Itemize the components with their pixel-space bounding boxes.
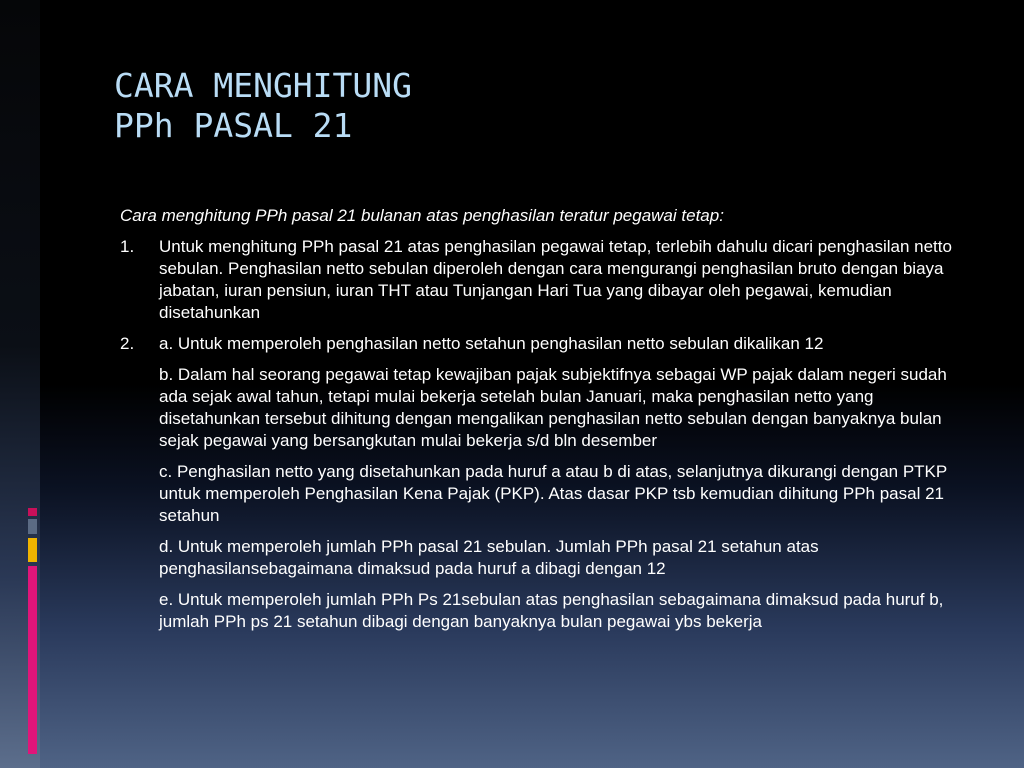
list-item-2 [120,333,968,633]
accent-stripe-slate [28,519,37,534]
list-item-2-para-a: a. Untuk memperoleh penghasilan netto setahun penghasilan netto sebulan dikalikan 12 [159,334,824,353]
title-line-2: PPh PASAL 21 [114,106,353,145]
list-item-1-text: Untuk menghitung PPh pasal 21 atas penghasilan pegawai tetap, terlebih dahulu dicari penghasilan netto sebulan. Penghasilan netto sebulan diperoleh dengan cara mengurangi penghasilan bruto dengan biaya jabatan, iuran pensiun, iuran THT atau Tunjangan Hari Tua yang dibayar oleh pegawai, kemudian disetahunkan [159,237,952,322]
list-item-2-para-e: e. Untuk memperoleh jumlah PPh Ps 21sebulan atas penghasilan sebagaimana dimaksud pada huruf b, jumlah PPh ps 21 setahun dibagi dengan banyaknya bulan pegawai ybs bekerja [159,590,944,631]
list-item-2-para-b: b. Dalam hal seorang pegawai tetap kewajiban pajak subjektifnya sebagai WP pajak dalam negeri sudah ada sejak awal tahun, tetapi mulai bekerja setelah bulan Januari, maka penghasilan netto yang disetahunkan tersebut dihitung dengan mengalikan penghasilan netto sebulan dengan banyaknya bulan sejak pegawai yang bersangkutan mulai bekerja s/d bln desember [159,365,947,450]
intro-text: Cara menghitung PPh pasal 21 bulanan atas penghasilan teratur pegawai tetap: [120,206,724,225]
accent-stripe-magenta-small [28,508,37,516]
accent-stripe-gold [28,538,37,562]
list-item-2-para-c: c. Penghasilan netto yang disetahunkan pada huruf a atau b di atas, selanjutnya dikurangi dengan PTKP untuk memperoleh Penghasilan Kena Pajak (PKP). Atas dasar PKP tsb kemudian dihitung PPh pasal 21 setahun [159,462,947,525]
accent-stripe-magenta-long [28,566,37,754]
list-number: 1. [120,237,135,256]
list-number: 2. [120,334,135,353]
list-item-1 [120,236,968,324]
slide-body [120,205,968,642]
slide-title [114,66,412,146]
list-item-2-para-d: d. Untuk memperoleh jumlah PPh pasal 21 sebulan. Jumlah PPh pasal 21 setahun atas penghasilansebagaimana dimaksud pada huruf a dibagi dengan 12 [159,537,819,578]
title-line-1: CARA MENGHITUNG [114,66,413,105]
